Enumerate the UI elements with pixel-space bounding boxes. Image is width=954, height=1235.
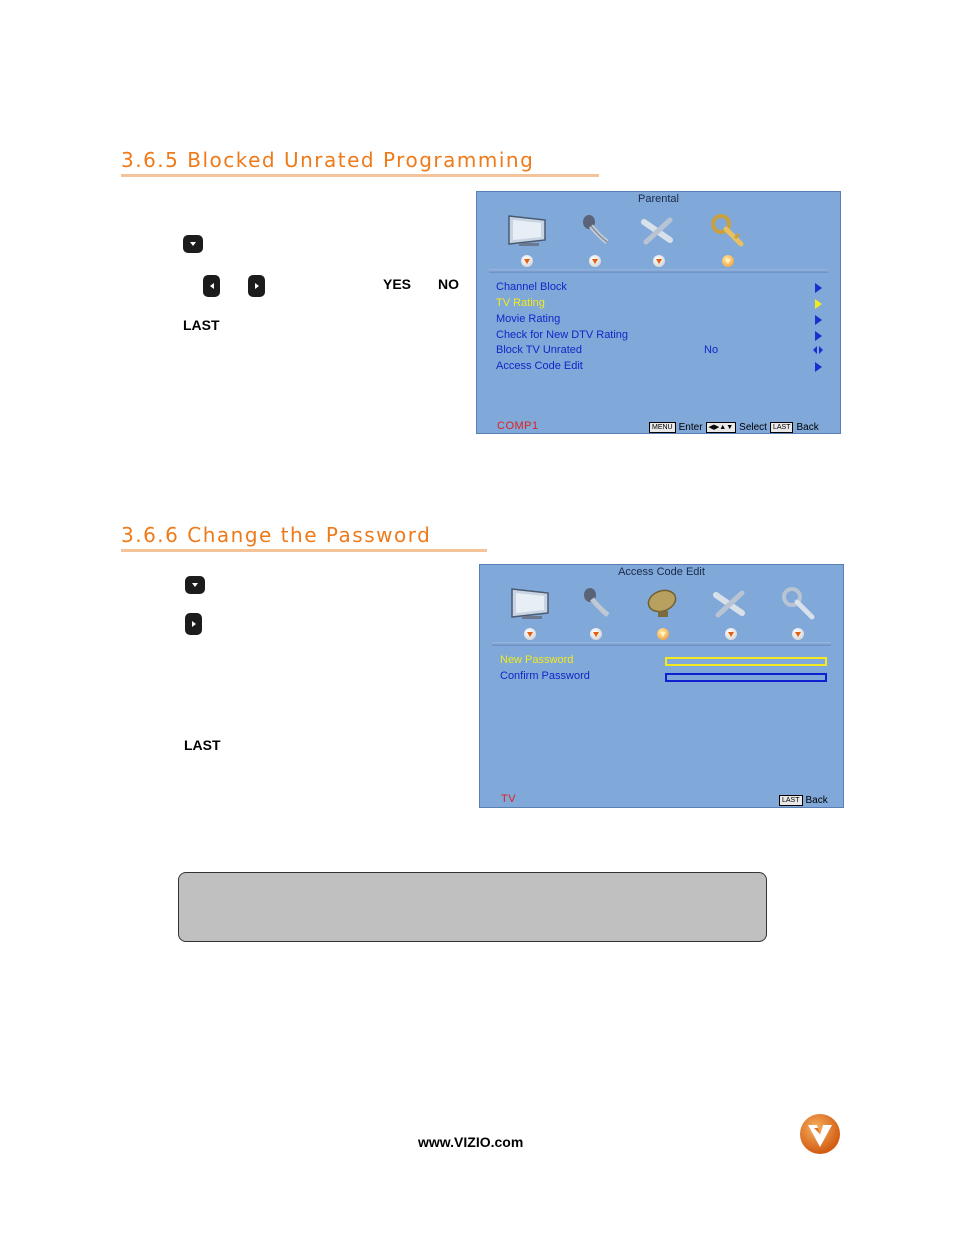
osd-footer-hints <box>649 422 819 433</box>
check-dtv-arrow-icon <box>815 331 822 341</box>
key-icon-2 <box>780 587 820 621</box>
right-key-icon-2 <box>185 613 202 635</box>
new-password-input[interactable] <box>665 657 827 666</box>
nav-indicator-1 <box>521 255 533 267</box>
satellite-dish-icon <box>644 587 684 621</box>
yes-label: YES <box>383 276 412 292</box>
left-right-arrows-icon <box>813 346 823 354</box>
nav-indicator-3 <box>653 255 665 267</box>
footer-url[interactable]: www.VIZIO.com <box>418 1134 524 1150</box>
nav-indicator-e <box>792 628 804 640</box>
menu-item-tv-rating[interactable]: TV Rating <box>496 297 545 309</box>
arrow-keys-icon: ◀▶▲▼ <box>706 422 737 433</box>
section-heading-blocked-unrated: 3.6.5 Blocked Unrated Programming <box>121 148 535 172</box>
movie-rating-arrow-icon <box>815 315 822 325</box>
back-hint: Back <box>796 422 819 433</box>
microphone-icon-2 <box>578 587 618 621</box>
block-tv-unrated-value: No <box>704 344 719 356</box>
right-key-icon <box>248 275 265 297</box>
nav-indicator-4-active <box>722 255 734 267</box>
enter-hint: Enter <box>678 422 703 433</box>
left-key-icon <box>203 275 220 297</box>
key-icon <box>709 214 749 248</box>
menu-item-check-dtv-rating[interactable]: Check for New DTV Rating <box>496 329 629 341</box>
heading-underline <box>121 174 599 177</box>
access-code-arrow-icon <box>815 362 822 372</box>
nav-indicator-b <box>590 628 602 640</box>
confirm-password-input[interactable] <box>665 673 827 682</box>
section-heading-change-password: 3.6.6 Change the Password <box>121 523 432 547</box>
down-key-icon-2 <box>185 576 205 594</box>
tv-icon <box>505 214 553 248</box>
menu-key-icon: MENU <box>649 422 676 433</box>
last-key-icon-2: LAST <box>779 795 803 806</box>
select-hint: Select <box>739 422 767 433</box>
input-source-label-2: TV <box>501 793 517 805</box>
nav-indicator-2 <box>589 255 601 267</box>
new-password-label: New Password <box>500 654 574 666</box>
menu-item-movie-rating[interactable]: Movie Rating <box>496 313 561 325</box>
back-hint-2: Back <box>805 795 828 806</box>
last-label: LAST <box>183 317 220 333</box>
down-key-icon <box>183 235 203 253</box>
osd-divider <box>489 269 828 273</box>
nav-indicator-a <box>524 628 536 640</box>
tv-icon-2 <box>508 587 556 621</box>
parental-osd-screenshot <box>476 191 841 434</box>
tv-rating-arrow-icon <box>815 299 822 309</box>
confirm-password-label: Confirm Password <box>500 670 590 682</box>
nav-indicator-c-active <box>657 628 669 640</box>
menu-item-block-tv-unrated[interactable]: Block TV Unrated <box>496 344 583 356</box>
channel-block-arrow-icon <box>815 283 822 293</box>
osd-title: Parental <box>638 193 679 205</box>
menu-item-access-code-edit[interactable]: Access Code Edit <box>496 360 583 372</box>
nav-indicator-d <box>725 628 737 640</box>
input-source-label: COMP1 <box>497 420 539 432</box>
osd-footer-hints-2 <box>779 795 828 806</box>
no-label: NO <box>438 276 459 292</box>
wrench-icon-2 <box>712 589 752 619</box>
last-key-icon: LAST <box>770 422 794 433</box>
osd-divider-2 <box>492 642 831 646</box>
last-label-2: LAST <box>184 737 221 753</box>
menu-item-channel-block[interactable]: Channel Block <box>496 281 567 293</box>
microphone-icon <box>577 214 617 248</box>
wrench-icon <box>640 216 680 246</box>
access-code-osd-screenshot <box>479 564 844 808</box>
note-box <box>178 872 767 942</box>
heading-underline-2 <box>121 549 487 552</box>
vizio-logo-icon <box>799 1113 841 1155</box>
osd-title-2: Access Code Edit <box>618 566 705 578</box>
